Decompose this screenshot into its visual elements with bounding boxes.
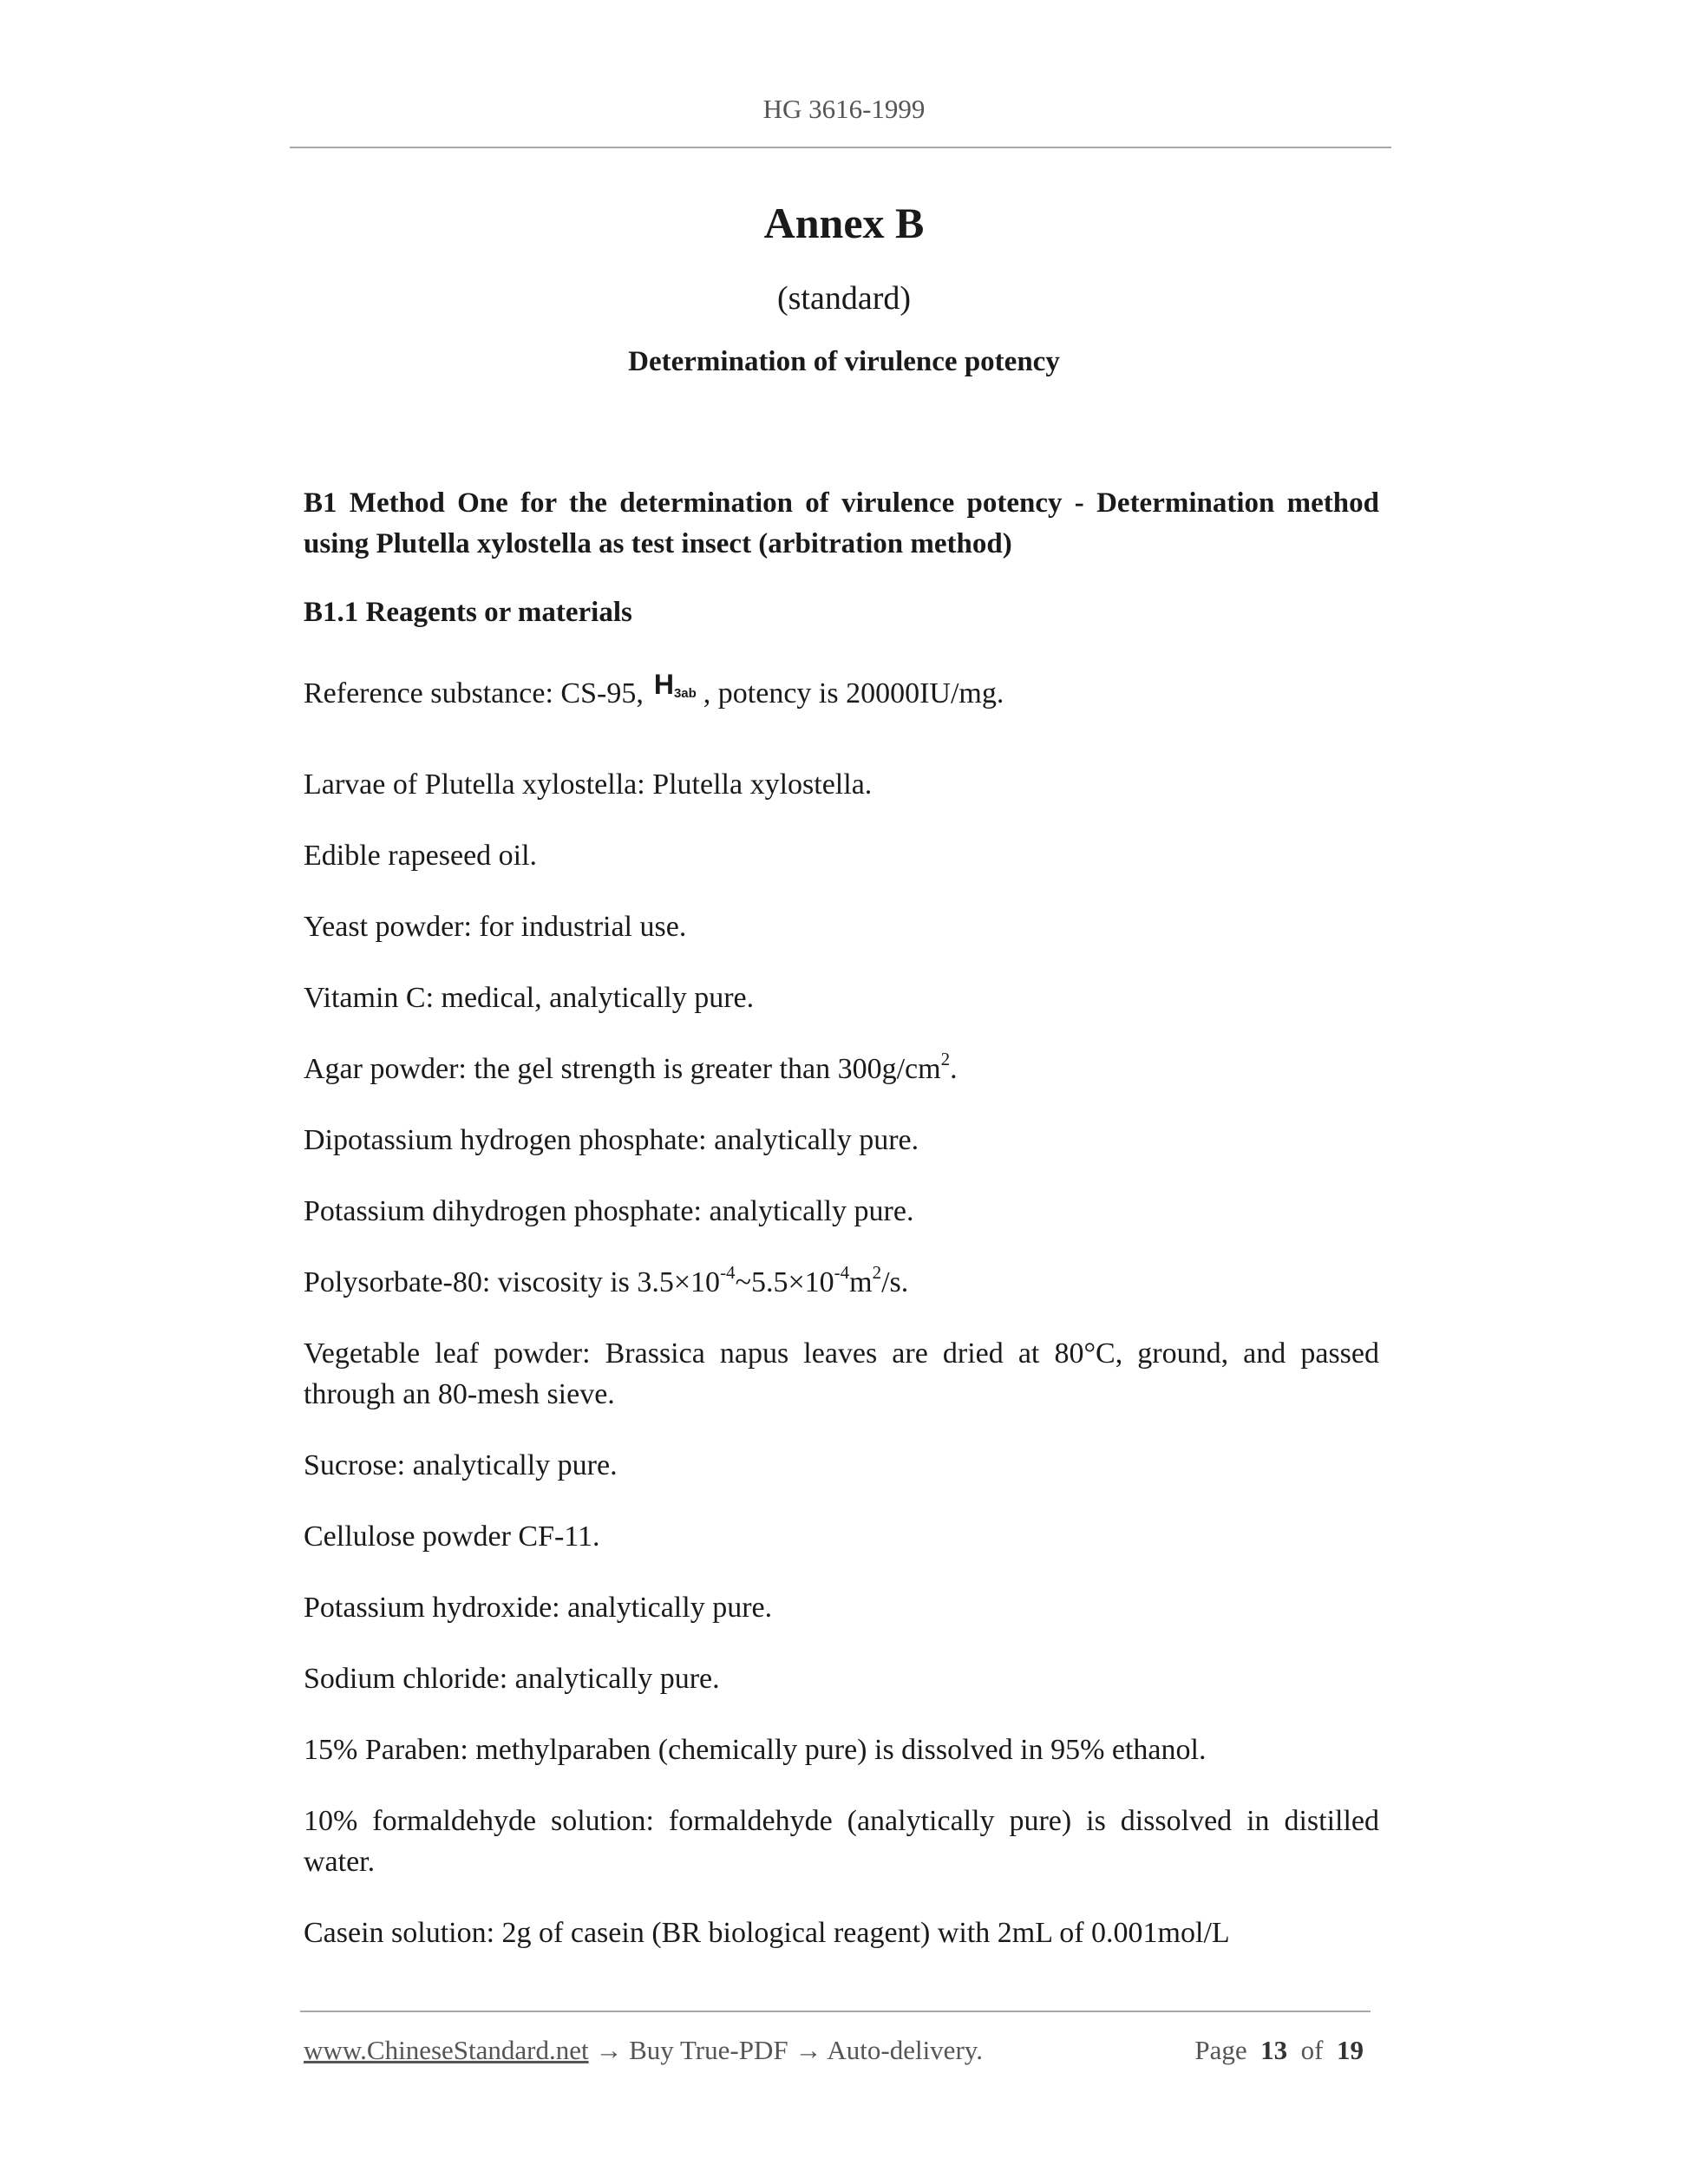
polysorbate-exponent-3: 2 (872, 1261, 882, 1283)
annex-subtitle: Determination of virulence potency (628, 346, 1060, 377)
polysorbate-part-b: ~5.5×10 (735, 1266, 834, 1298)
chinese-standard-link[interactable]: www.ChineseStandard.net (304, 2035, 589, 2065)
vegetable-leaf-powder-item: Vegetable leaf powder: Brassica napus leaves are dried at 80°C, ground, and passed through an 80-mesh sieve. (304, 1337, 1379, 1410)
casein-item: Casein solution: 2g of casein (BR biological reagent) with 2mL of 0.001mol/L (304, 1917, 1230, 1949)
h3ab-subscript: 3ab (673, 686, 697, 701)
section-b1-1-heading: B1.1 Reagents or materials (304, 597, 632, 628)
annex-type: (standard) (776, 280, 912, 317)
footer-promo-text: → Buy True-PDF → Auto-delivery. (588, 2035, 983, 2065)
formaldehyde-item: 10% formaldehyde solution: formaldehyde (analytically pure) is dissolved in distilled water. (304, 1805, 1379, 1878)
h3ab-serotype-symbol (654, 664, 697, 710)
page-label: Page (1194, 2035, 1247, 2065)
rapeseed-oil-item: Edible rapeseed oil. (304, 840, 538, 872)
polysorbate-exponent-1: -4 (720, 1261, 736, 1283)
header-divider (290, 147, 1391, 148)
larvae-item: Larvae of Plutella xylostella: Plutella xylostella. (304, 768, 873, 801)
agar-end: . (950, 1053, 958, 1085)
document-body (304, 483, 1379, 1984)
cellulose-item: Cellulose powder CF-11. (304, 1520, 600, 1553)
polysorbate-part-c: m (849, 1266, 873, 1298)
agar-superscript: 2 (940, 1048, 951, 1069)
page-indicator (1194, 2035, 1364, 2066)
reference-prefix: Reference substance: CS-95, (304, 677, 644, 709)
total-page-number: 19 (1337, 2035, 1364, 2065)
dipotassium-item: Dipotassium hydrogen phosphate: analytically pure. (304, 1124, 919, 1156)
section-b1-heading: B1 Method One for the determination of virulence potency - Determination method using Plutella xylostella as test insect (arbitration method) (304, 487, 1379, 559)
potassium-dihydrogen-item: Potassium dihydrogen phosphate: analytically pure. (304, 1195, 914, 1227)
sucrose-item: Sucrose: analytically pure. (304, 1449, 618, 1481)
h3ab-letter: H (653, 669, 674, 700)
polysorbate-exponent-2: -4 (834, 1261, 850, 1283)
polysorbate-part-a: Polysorbate-80: viscosity is 3.5×10 (304, 1266, 721, 1298)
paraben-item: 15% Paraben: methylparaben (chemically pure) is dissolved in 95% ethanol. (304, 1734, 1207, 1766)
agar-text: Agar powder: the gel strength is greater than 300g/cm (304, 1053, 941, 1085)
vitamin-c-item: Vitamin C: medical, analytically pure. (304, 982, 755, 1014)
annex-title: Annex B (763, 199, 925, 247)
sodium-chloride-item: Sodium chloride: analytically pure. (304, 1663, 720, 1695)
footer-divider (300, 2011, 1371, 2012)
potassium-hydroxide-item: Potassium hydroxide: analytically pure. (304, 1592, 773, 1624)
page-of-label: of (1300, 2035, 1324, 2065)
polysorbate-part-d: /s. (881, 1266, 909, 1298)
agar-powder-item (304, 1049, 1379, 1089)
footer-promo (304, 2035, 983, 2066)
polysorbate-item (304, 1262, 1379, 1303)
reference-suffix: , potency is 20000IU/mg. (703, 677, 1004, 709)
header-standard-code: HG 3616-1999 (762, 94, 926, 124)
reference-substance-item (304, 669, 1379, 719)
current-page-number: 13 (1260, 2035, 1288, 2065)
yeast-powder-item: Yeast powder: for industrial use. (304, 911, 687, 943)
